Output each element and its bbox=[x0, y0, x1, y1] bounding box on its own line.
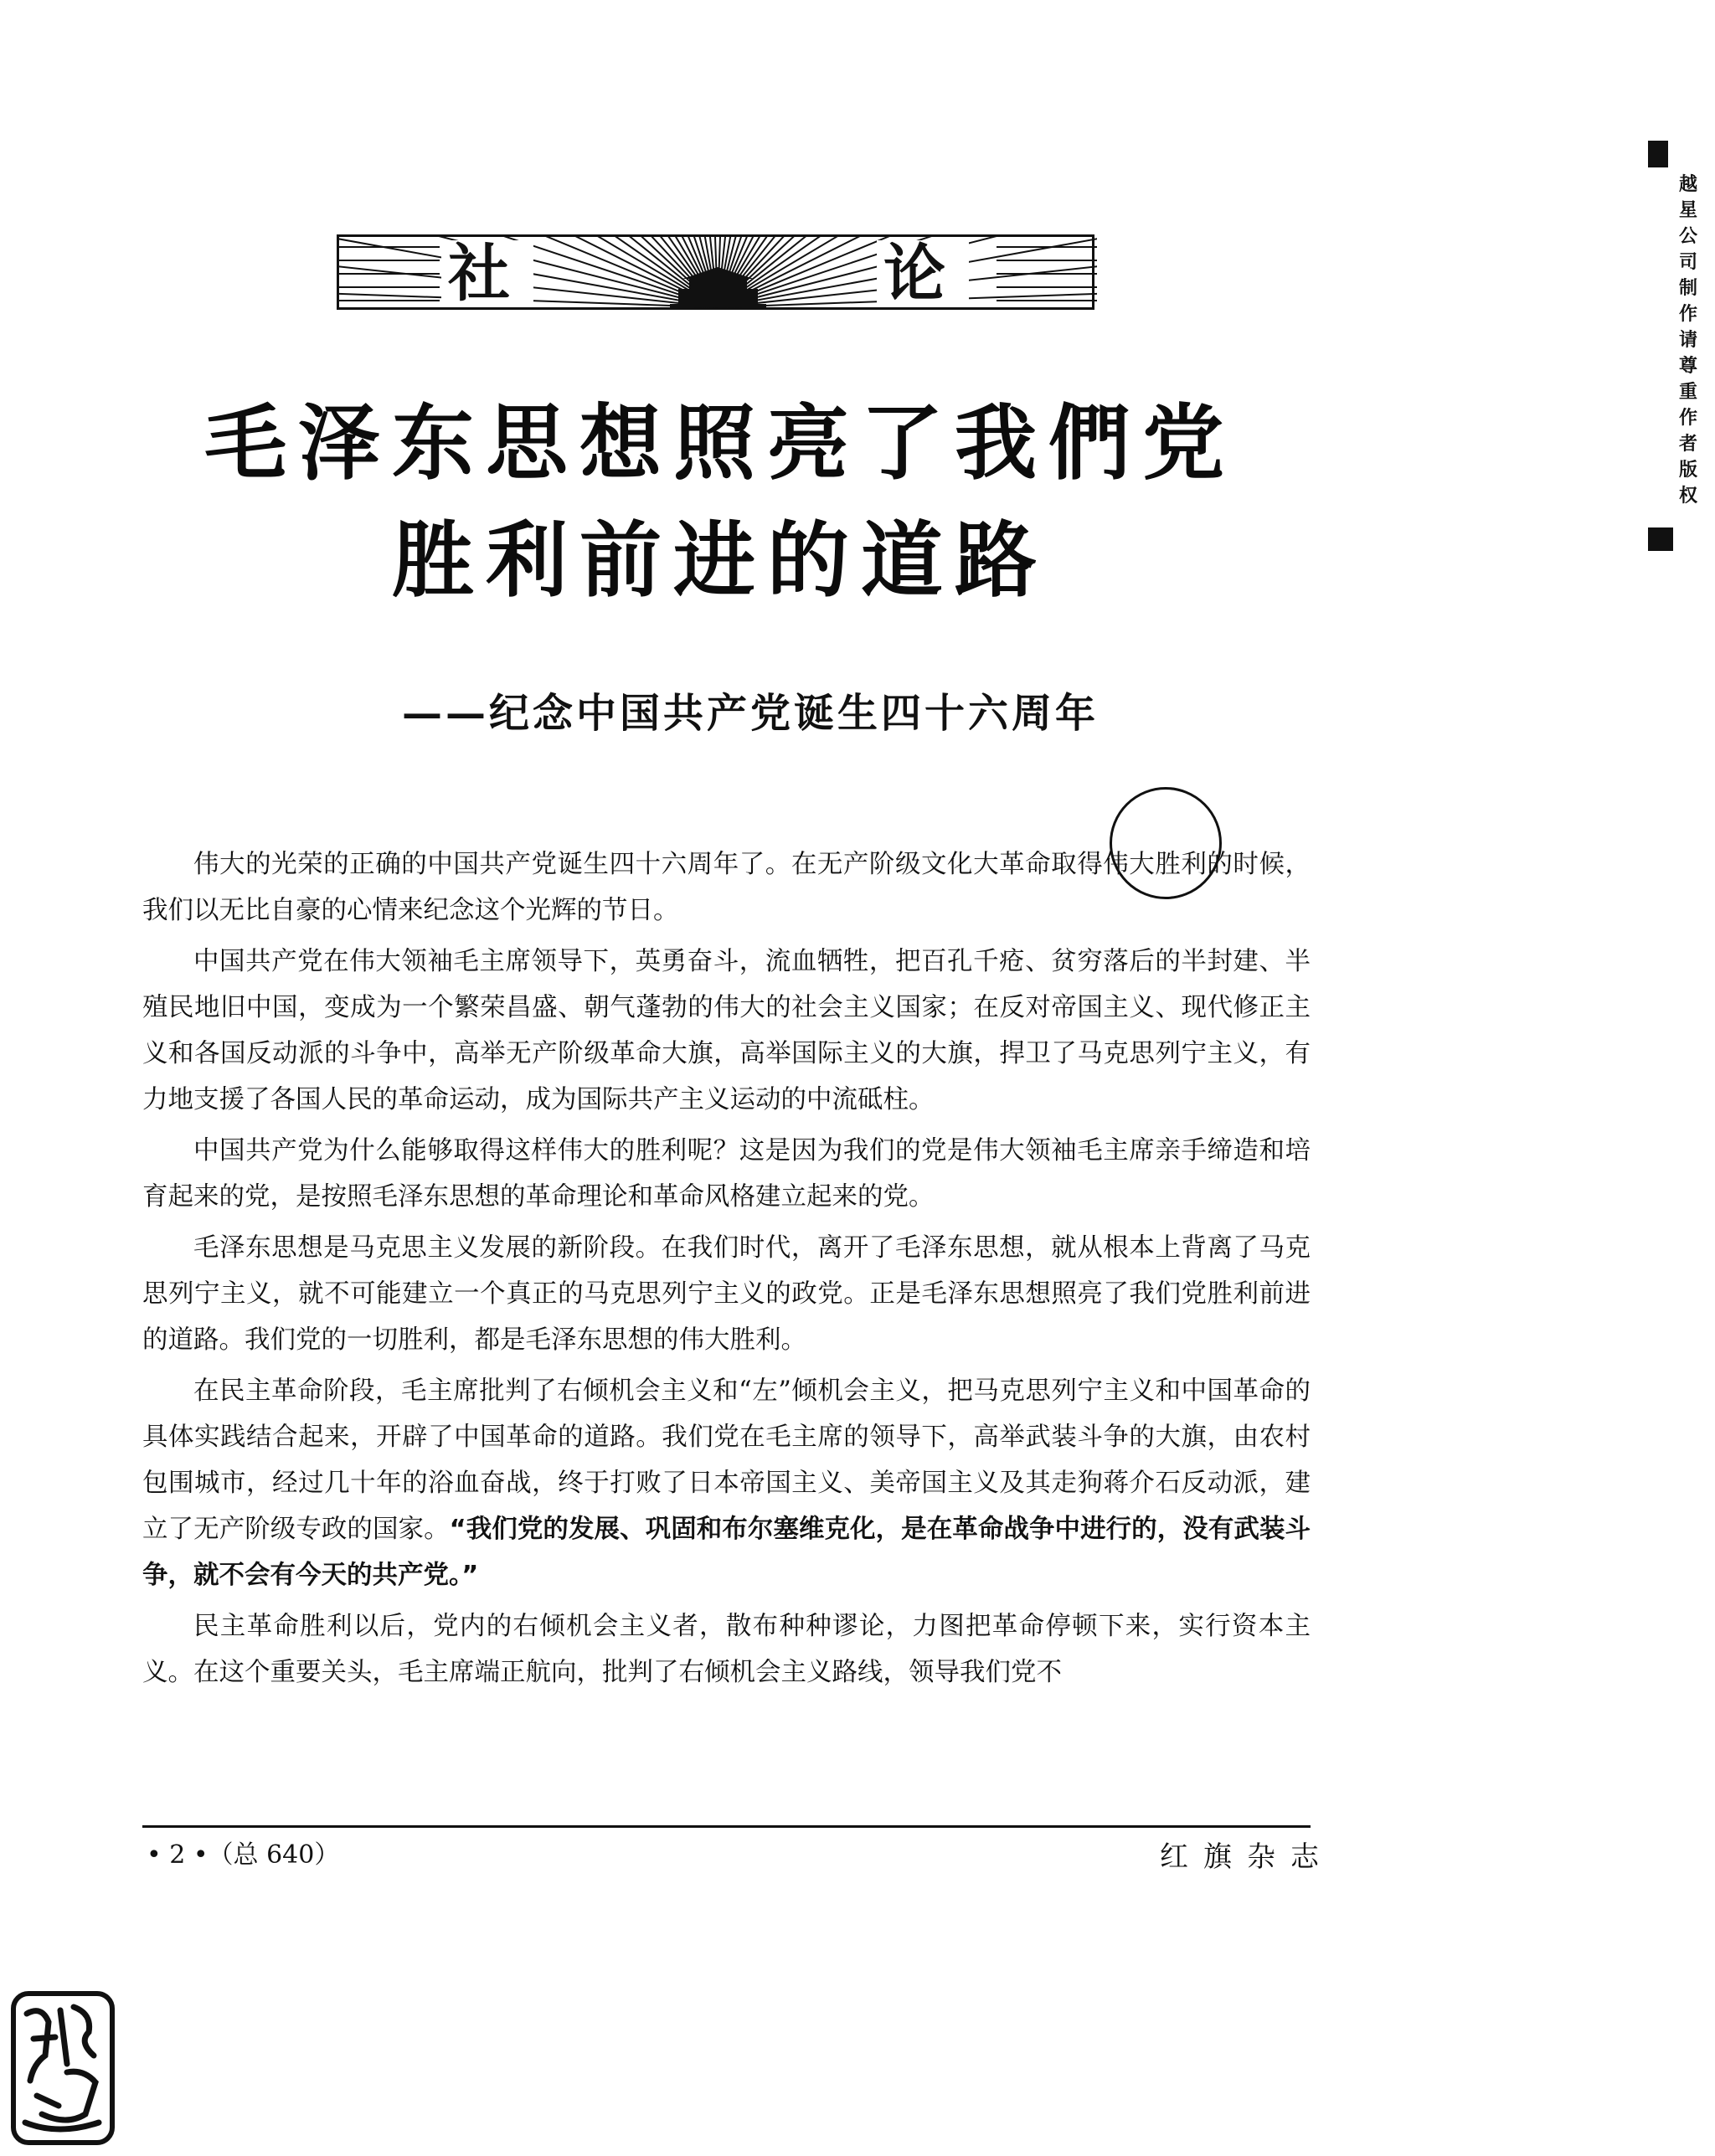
side-copyright-note: 越星公司制作请尊重作者版权 bbox=[1679, 174, 1698, 507]
journal-name: 红旗杂志 bbox=[1160, 1840, 1334, 1874]
page-number: • 2 •（总 640） bbox=[147, 1840, 340, 1870]
paragraph-2: 中国共产党在伟大领袖毛主席领导下，英勇奋斗，流血牺牲，把百孔千疮、贫穷落后的半封建、半殖民地旧中国，变成为一个繁荣昌盛、朝气蓬勃的伟大的社会主义国家；在反对帝国主义、现代修正主义和各国反动派的斗争中，高举无产阶级革命大旗，高举国际主义的大旗，捍卫了马克思列宁主义，有力地支援了各国人民的革命运动，成为国际共产主义运动的中流砥柱。 bbox=[142, 947, 1311, 1114]
paragraph-3: 中国共产党为什么能够取得这样伟大的胜利呢？这是因为我们的党是伟大领袖毛主席亲手缔造和培育起来的党，是按照毛泽东思想的革命理论和革命风格建立起来的党。 bbox=[142, 1136, 1311, 1212]
paragraph-4: 毛泽东思想是马克思主义发展的新阶段。在我们时代，离开了毛泽东思想，就从根本上背离了马克思列宁主义，就不可能建立一个真正的马克思列宁主义的政党。正是毛泽东思想照亮了我们党胜利前进的道路。我们党的一切胜利，都是毛泽东思想的伟大胜利。 bbox=[142, 1233, 1311, 1355]
mao-quote: “我们党的发展、巩固和布尔塞维克化，是在革命战争中进行的，没有武装斗争，就不会有今天的共产党。” bbox=[142, 1515, 1311, 1590]
paragraph-5-text: 在民主革命阶段，毛主席批判了右倾机会主义和“左”倾机会主义，把马克思列宁主义和中国革命的具体实践结合起来，开辟了中国革命的道路。我们党在毛主席的领导下，高举武装斗争的大旗，由农村包围城市，经过几十年的浴血奋战，终于打败了日本帝国主义、美帝国主义及其走狗蒋介石反动派，建立了无产阶级专政的国家。 bbox=[142, 1376, 1311, 1544]
footer-rule bbox=[142, 1825, 1311, 1828]
article-body bbox=[142, 841, 1311, 1701]
paragraph-5 bbox=[142, 1368, 1311, 1598]
subtitle: ——纪念中国共产党诞生四十六周年 bbox=[402, 690, 1100, 737]
paragraph-1: 伟大的光荣的正确的中国共产党诞生四十六周年了。在无产阶级文化大革命取得伟大胜利的时候，我们以无比自豪的心情来纪念这个光辉的节日。 bbox=[142, 850, 1311, 925]
paragraph-6: 民主革命胜利以后，党内的右倾机会主义者，散布种种谬论，力图把革命停顿下来，实行资本主义。在这个重要关头，毛主席端正航向，批判了右倾机会主义路线，领导我们党不 bbox=[142, 1612, 1311, 1687]
editorial-banner bbox=[337, 234, 1094, 310]
banner-char-lun: 论 bbox=[883, 238, 945, 310]
side-marker-bottom bbox=[1648, 527, 1673, 551]
title-line-1: 毛泽东思想照亮了我們党 bbox=[203, 396, 1236, 491]
title-line-2: 胜利前进的道路 bbox=[391, 513, 1048, 609]
seal-stamp-icon bbox=[8, 1989, 117, 2148]
side-marker-top bbox=[1648, 141, 1668, 167]
banner-char-she: 社 bbox=[448, 238, 510, 310]
